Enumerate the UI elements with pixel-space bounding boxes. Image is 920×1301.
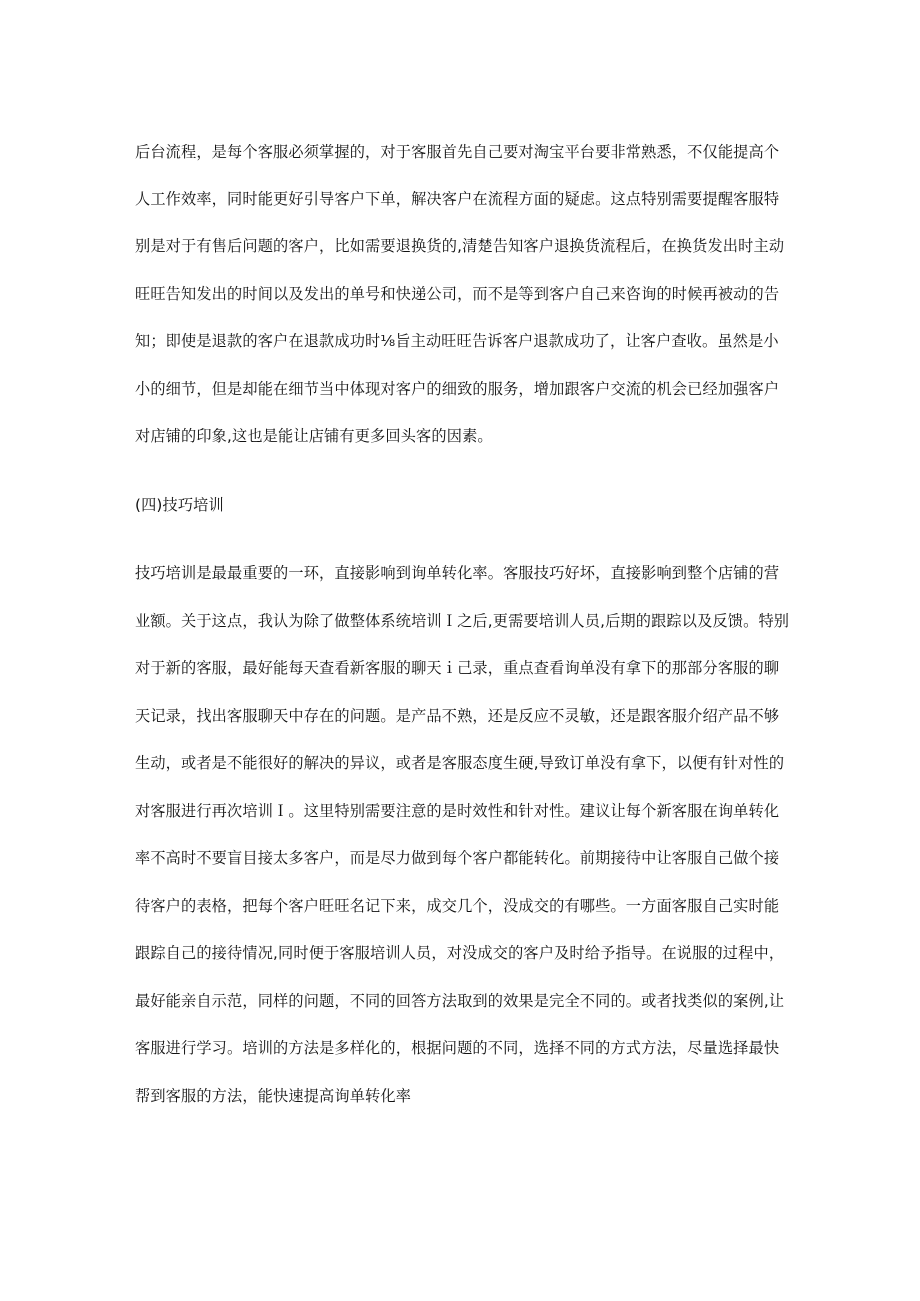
paragraph-1-line-3: 别是对于有售后问题的客户，比如需要退换货的,清楚告知客户退换货流程后，在换货发出时主动 xyxy=(135,237,785,255)
paragraph-1-line-1: 后台流程，是每个客服必须掌握的，对于客服首先自己要对淘宝平台要非常熟悉，不仅能提高个 xyxy=(135,143,780,161)
paragraph-2-line-8: 待客户的表格，把每个客户旺旺名记下来，成交几个，没成交的有哪些。一方面客服自己实时能 xyxy=(135,897,780,915)
paragraph-2-line-5: 生动，或者是不能很好的解决的异议，或者是客服态度生硬,导致订单没有拿下，以便有针对性的 xyxy=(135,754,785,772)
paragraph-2-line-9: 跟踪自己的接待情况,同时便于客服培训人员，对没成交的客户及时给予指导。在说服的过程中， xyxy=(135,944,785,962)
paragraph-1-line-2: 人工作效率，同时能更好引导客户下单，解决客户在流程方面的疑虑。这点特别需要提醒客服特 xyxy=(135,190,780,208)
paragraph-2-line-6: 对客服进行再次培训Ｉ。这里特别需要注意的是时效性和针对性。建议让每个新客服在询单转化 xyxy=(135,802,780,820)
paragraph-2-line-12: 帮到客服的方法，能快速提高询单转化率 xyxy=(135,1087,412,1105)
paragraph-1-line-7: 对店铺的印象,这也是能让店铺有更多回头客的因素。 xyxy=(135,427,493,445)
paragraph-2-line-7: 率不高时不要盲目接太多客户，而是尽力做到每个客户都能转化。前期接待中让客服自己做个接 xyxy=(135,849,780,867)
paragraph-2-line-4: 天记录，找出客服聊天中存在的问题。是产品不熟，还是反应不灵敏，还是跟客服介绍产品不够 xyxy=(135,707,780,725)
paragraph-2-line-11: 客服进行学习。培训的方法是多样化的，根据问题的不同，选择不同的方式方法，尽量选择最快 xyxy=(135,1039,780,1057)
section-heading: (四)技巧培训 xyxy=(135,496,224,514)
paragraph-2-line-10: 最好能亲自示范，同样的问题，不同的回答方法取到的效果是完全不同的。或者找类似的案例,让 xyxy=(135,992,785,1010)
paragraph-2-line-2: 业额。关于这点，我认为除了做整体系统培训Ｉ之后,更需要培训人员,后期的跟踪以及反馈。特别 xyxy=(135,612,790,630)
paragraph-1-line-5: 知；即使是退款的客户在退款成功时⅛旨主动旺旺告诉客户退款成功了，让客户查收。虽然是小 xyxy=(135,332,779,350)
paragraph-2-line-3: 对于新的客服，最好能每天查看新客服的聊天ｉ己录，重点查看询单没有拿下的那部分客服的聊 xyxy=(135,659,780,677)
paragraph-1-line-6: 小的细节，但是却能在细节当中体现对客户的细致的服务，增加跟客户交流的机会已经加强客户 xyxy=(135,380,780,398)
paragraph-2-line-1: 技巧培训是最最重要的一环，直接影响到询单转化率。客服技巧好坏，直接影响到整个店铺的营 xyxy=(135,564,780,582)
paragraph-1-line-4: 旺旺告知发出的时间以及发出的单号和快递公司，而不是等到客户自己来咨询的时候再被动的告 xyxy=(135,285,780,303)
